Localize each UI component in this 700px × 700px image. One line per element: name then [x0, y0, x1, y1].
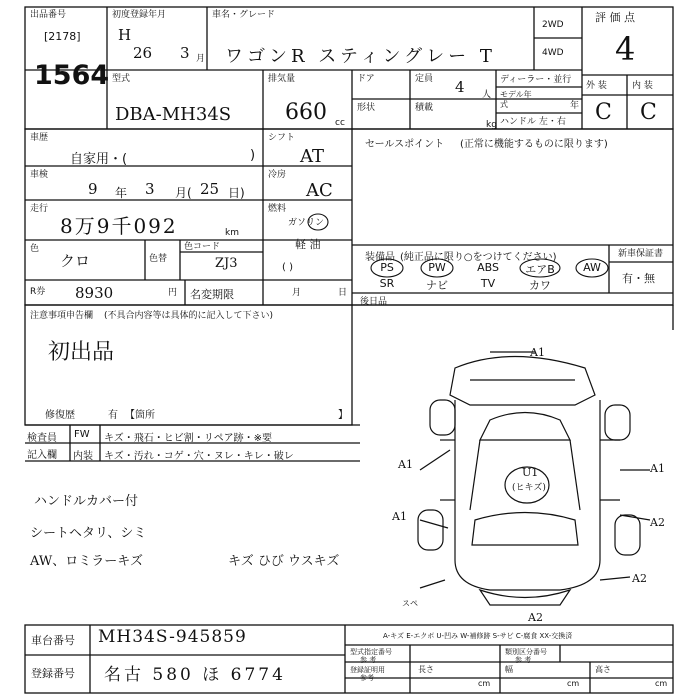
yen-unit: 円: [168, 288, 178, 298]
history-label: 車歴: [30, 133, 49, 143]
transfer-month: 月: [292, 288, 302, 298]
inspection-year: 9: [88, 180, 98, 198]
repair-label: 修復歴: [45, 410, 75, 421]
recycle-label: R券: [30, 287, 46, 297]
comment-2: シートヘタリ、シミ: [30, 526, 147, 541]
mark-rear-quarter: A2: [632, 572, 647, 585]
repair-value: 有: [108, 410, 118, 421]
length-label: 長さ: [418, 665, 434, 674]
inspection-label: 車検: [30, 170, 49, 180]
era: H: [118, 26, 132, 44]
sales-label: セールスポイント: [365, 139, 445, 150]
warranty-value: 有・無: [622, 272, 655, 285]
notes-sub: (不具合内容等は具体的に記入して下さい): [104, 311, 274, 321]
dealer-label: ディーラー・並行: [500, 75, 572, 85]
fuel-label: 燃料: [268, 204, 287, 214]
ext-grade: C: [595, 100, 612, 125]
interior-row: キズ・汚れ・コゲ・穴・ヌレ・キレ・破レ: [104, 451, 294, 462]
comment-4: キズ ひび ウスキズ: [228, 554, 340, 569]
model-code: DBA-MH34S: [115, 104, 232, 125]
mark-left-rear: A1: [392, 510, 407, 523]
disp-unit: cc: [335, 118, 345, 128]
inspection-year-unit: 年: [115, 186, 128, 200]
mark-right-front: A1: [650, 462, 665, 475]
later-items-label: 後日品: [360, 297, 388, 307]
lot-label: 出品番号: [30, 10, 67, 20]
inspection-month-unit: 月(: [175, 186, 192, 200]
height-label: 高さ: [595, 665, 611, 674]
fw-row: キズ・飛石・ヒビ割・リペア跡・※要: [104, 433, 272, 444]
transfer-label: 名変期限: [190, 288, 234, 301]
color-value: クロ: [60, 252, 91, 270]
repair-place: 【箇所: [125, 410, 155, 421]
equip-airbag: エアB: [525, 263, 555, 276]
ac-value: AC: [306, 180, 333, 201]
mark-rear-bumper: A2: [528, 611, 543, 624]
grade-label: 評 価 点: [595, 11, 635, 24]
history-close: ): [250, 148, 256, 163]
height-cm: cm: [655, 679, 668, 688]
cert-ref: 参考: [360, 674, 374, 682]
category-label: 類別区分番号: [505, 648, 547, 656]
color-code-label: 色コード: [184, 242, 221, 252]
lot-sub: [2178]: [44, 30, 81, 43]
equip-aw: AW: [583, 261, 601, 274]
door-label: ドア: [357, 74, 375, 84]
handle-label: ハンドル 左・右: [500, 117, 566, 127]
shape-label: 形状: [357, 103, 376, 113]
color-label: 色: [30, 244, 40, 254]
mileage-label: 走行: [30, 204, 49, 214]
equip-navi: ナビ: [426, 279, 448, 292]
inspector-label-1: 検査員: [27, 433, 57, 444]
capacity-unit: 人: [482, 90, 492, 100]
mark-center-sub: (ヒキズ): [512, 483, 546, 493]
first-reg-label: 初度登録年月: [112, 10, 167, 20]
car-name: ワゴンR スティングレー T: [225, 46, 496, 67]
equip-pw: PW: [428, 261, 446, 274]
fuel-gas: ガソリン: [288, 218, 325, 228]
fw-head: FW: [74, 429, 90, 440]
ac-label: 冷房: [268, 170, 287, 180]
format-ref: 参 考: [360, 656, 377, 664]
color-change-label: 色替: [149, 254, 168, 264]
disp-label: 排気量: [268, 74, 296, 84]
year-unit: 年: [570, 101, 580, 111]
inspection-month: 3: [145, 180, 155, 198]
reg-label: 登録番号: [31, 667, 75, 680]
fuel-paren: ( ): [282, 262, 293, 273]
int-label: 内 装: [632, 81, 653, 91]
reg-number: 名古 580 ほ 6774: [104, 665, 286, 685]
fuel-diesel: 軽 油: [295, 238, 321, 251]
drive-2wd: 2WD: [542, 20, 564, 30]
equip-leather: カワ: [529, 279, 551, 292]
format-label: 型式指定番号: [350, 648, 392, 656]
inspection-day: 25: [200, 180, 220, 198]
interior-head: 内装: [73, 451, 93, 462]
spare-label: スペ: [402, 599, 418, 608]
kg-unit: kg: [486, 120, 497, 130]
overall-grade: 4: [615, 30, 636, 68]
category-ref: 参 考: [515, 656, 532, 664]
lot-number: 1564: [34, 60, 110, 91]
width-label: 幅: [505, 665, 513, 674]
repair-close: 】: [338, 410, 348, 421]
chassis-number: MH34S-945859: [98, 627, 247, 647]
mark-right-rear: A2: [650, 516, 665, 529]
notes-label: 注意事項申告欄: [30, 311, 94, 321]
drive-4wd: 4WD: [542, 48, 564, 58]
month-unit: 月: [196, 54, 206, 64]
comment-3: AW、ロミラーキズ: [30, 554, 143, 569]
color-code: ZJ3: [215, 256, 238, 271]
history-value: 自家用・(: [70, 152, 128, 167]
width-cm: cm: [567, 679, 580, 688]
first-listing: 初出品: [48, 340, 115, 365]
reg-year: 26: [133, 44, 153, 62]
km-unit: km: [225, 228, 239, 238]
transfer-day: 日: [338, 288, 348, 298]
length-cm: cm: [478, 679, 491, 688]
model-label: 型式: [112, 74, 131, 84]
recycle-value: 8930: [75, 284, 114, 302]
inspection-day-unit: 日): [228, 186, 245, 200]
equip-abs: ABS: [477, 261, 499, 274]
capacity: 4: [455, 78, 465, 96]
load-label: 積載: [415, 103, 434, 113]
mileage-value: 8万9千092: [60, 214, 178, 238]
legend: A-キズ E-エクボ U-凹み W-補修跡 S-サビ C-腐食 XX-交換済: [383, 632, 573, 640]
comment-1: ハンドルカバー付: [34, 494, 139, 509]
capacity-label: 定員: [415, 74, 434, 84]
reg-month: 3: [180, 44, 190, 62]
equip-ps: PS: [380, 261, 394, 274]
shift-label: シフト: [268, 133, 296, 143]
mark-center: U1: [522, 466, 539, 479]
equipment-note: (純正品に限り○をつけてください): [400, 252, 557, 263]
warranty-label: 新車保証書: [618, 249, 664, 259]
equipment-label: 装備品: [365, 252, 395, 263]
cert-label: 登録証明用: [350, 666, 385, 674]
mark-left-front: A1: [398, 458, 413, 471]
ext-label: 外 装: [586, 81, 607, 91]
sales-note: (正常に機能するものに限ります): [460, 139, 608, 150]
chassis-label: 車台番号: [31, 634, 75, 647]
name-label: 車名・グレード: [212, 10, 276, 20]
equip-tv: TV: [480, 277, 496, 290]
shift-value: AT: [300, 146, 325, 167]
int-grade: C: [640, 100, 657, 125]
equip-sr: SR: [379, 277, 395, 290]
model-year-label: モデル年式: [500, 90, 532, 109]
mark-roof: A1: [530, 346, 545, 359]
inspector-label-2: 記入欄: [27, 450, 57, 461]
displacement: 660: [285, 100, 327, 125]
